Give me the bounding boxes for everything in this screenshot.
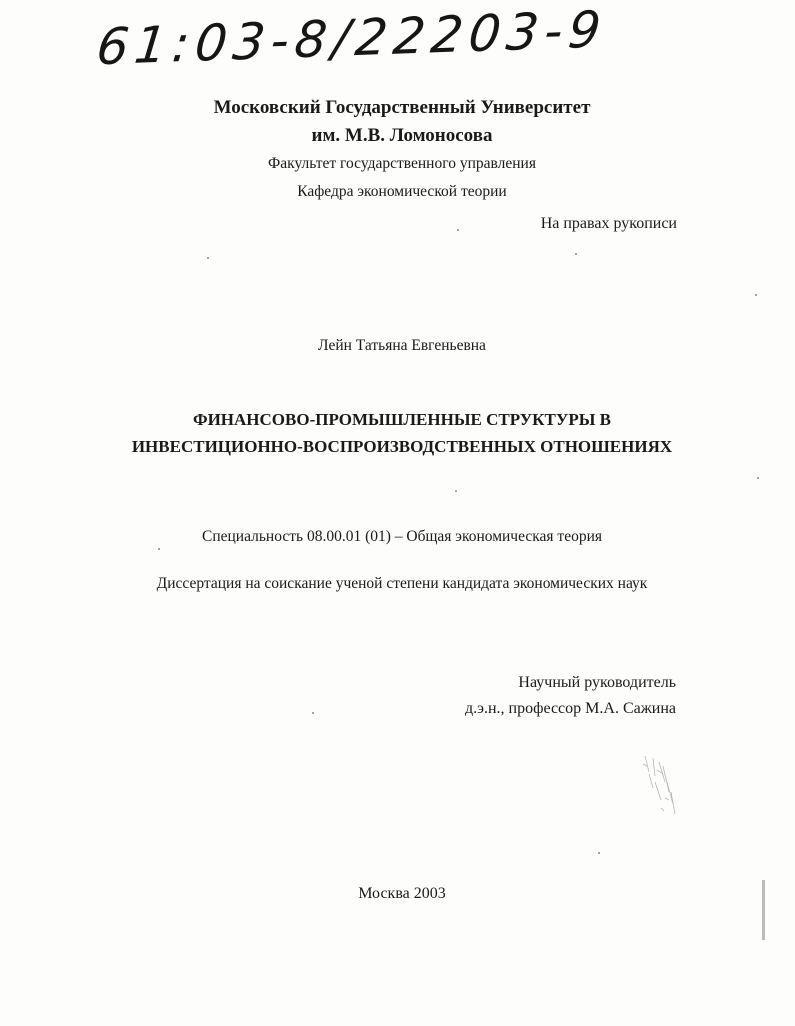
scan-speck — [158, 548, 160, 550]
handwritten-archive-code: 61:03-8/22203-9 — [93, 0, 610, 77]
scan-speck — [312, 712, 314, 714]
university-name: им. М.В. Ломоносова — [311, 125, 493, 146]
faculty-name: Факультет государственного управления — [268, 155, 536, 172]
scan-speck — [207, 257, 209, 259]
scan-speck — [575, 253, 577, 255]
author-name: Лейн Татьяна Евгеньевна — [318, 337, 486, 354]
city-year: Москва 2003 — [358, 885, 446, 902]
scan-speck — [757, 477, 759, 479]
advisor-name: д.э.н., профессор М.А. Сажина — [464, 700, 676, 717]
scan-edge-mark — [762, 880, 765, 940]
scan-speck — [457, 229, 459, 231]
specialty-line: Специальность 08.00.01 (01) – Общая экономическая теория — [202, 528, 602, 545]
scan-speck — [598, 852, 600, 854]
scan-speck — [455, 490, 457, 492]
faded-stamp-mark — [635, 752, 683, 822]
university-title: Московский Государственный Университет — [213, 97, 591, 118]
manuscript-rights-note: На правах рукописи — [540, 215, 677, 232]
scan-speck — [755, 294, 757, 296]
thesis-title-line-1: ФИНАНСОВО-ПРОМЫШЛЕННЫЕ СТРУКТУРЫ В — [192, 410, 611, 429]
advisor-role: Научный руководитель — [518, 674, 676, 691]
dissertation-line: Диссертация на соискание ученой степени кандидата экономических наук — [156, 575, 648, 592]
thesis-title-line-2: ИНВЕСТИЦИОННО-ВОСПРОИЗВОДСТВЕННЫХ ОТНОШЕНИЯХ — [131, 437, 673, 456]
department-name: Кафедра экономической теории — [297, 183, 507, 200]
